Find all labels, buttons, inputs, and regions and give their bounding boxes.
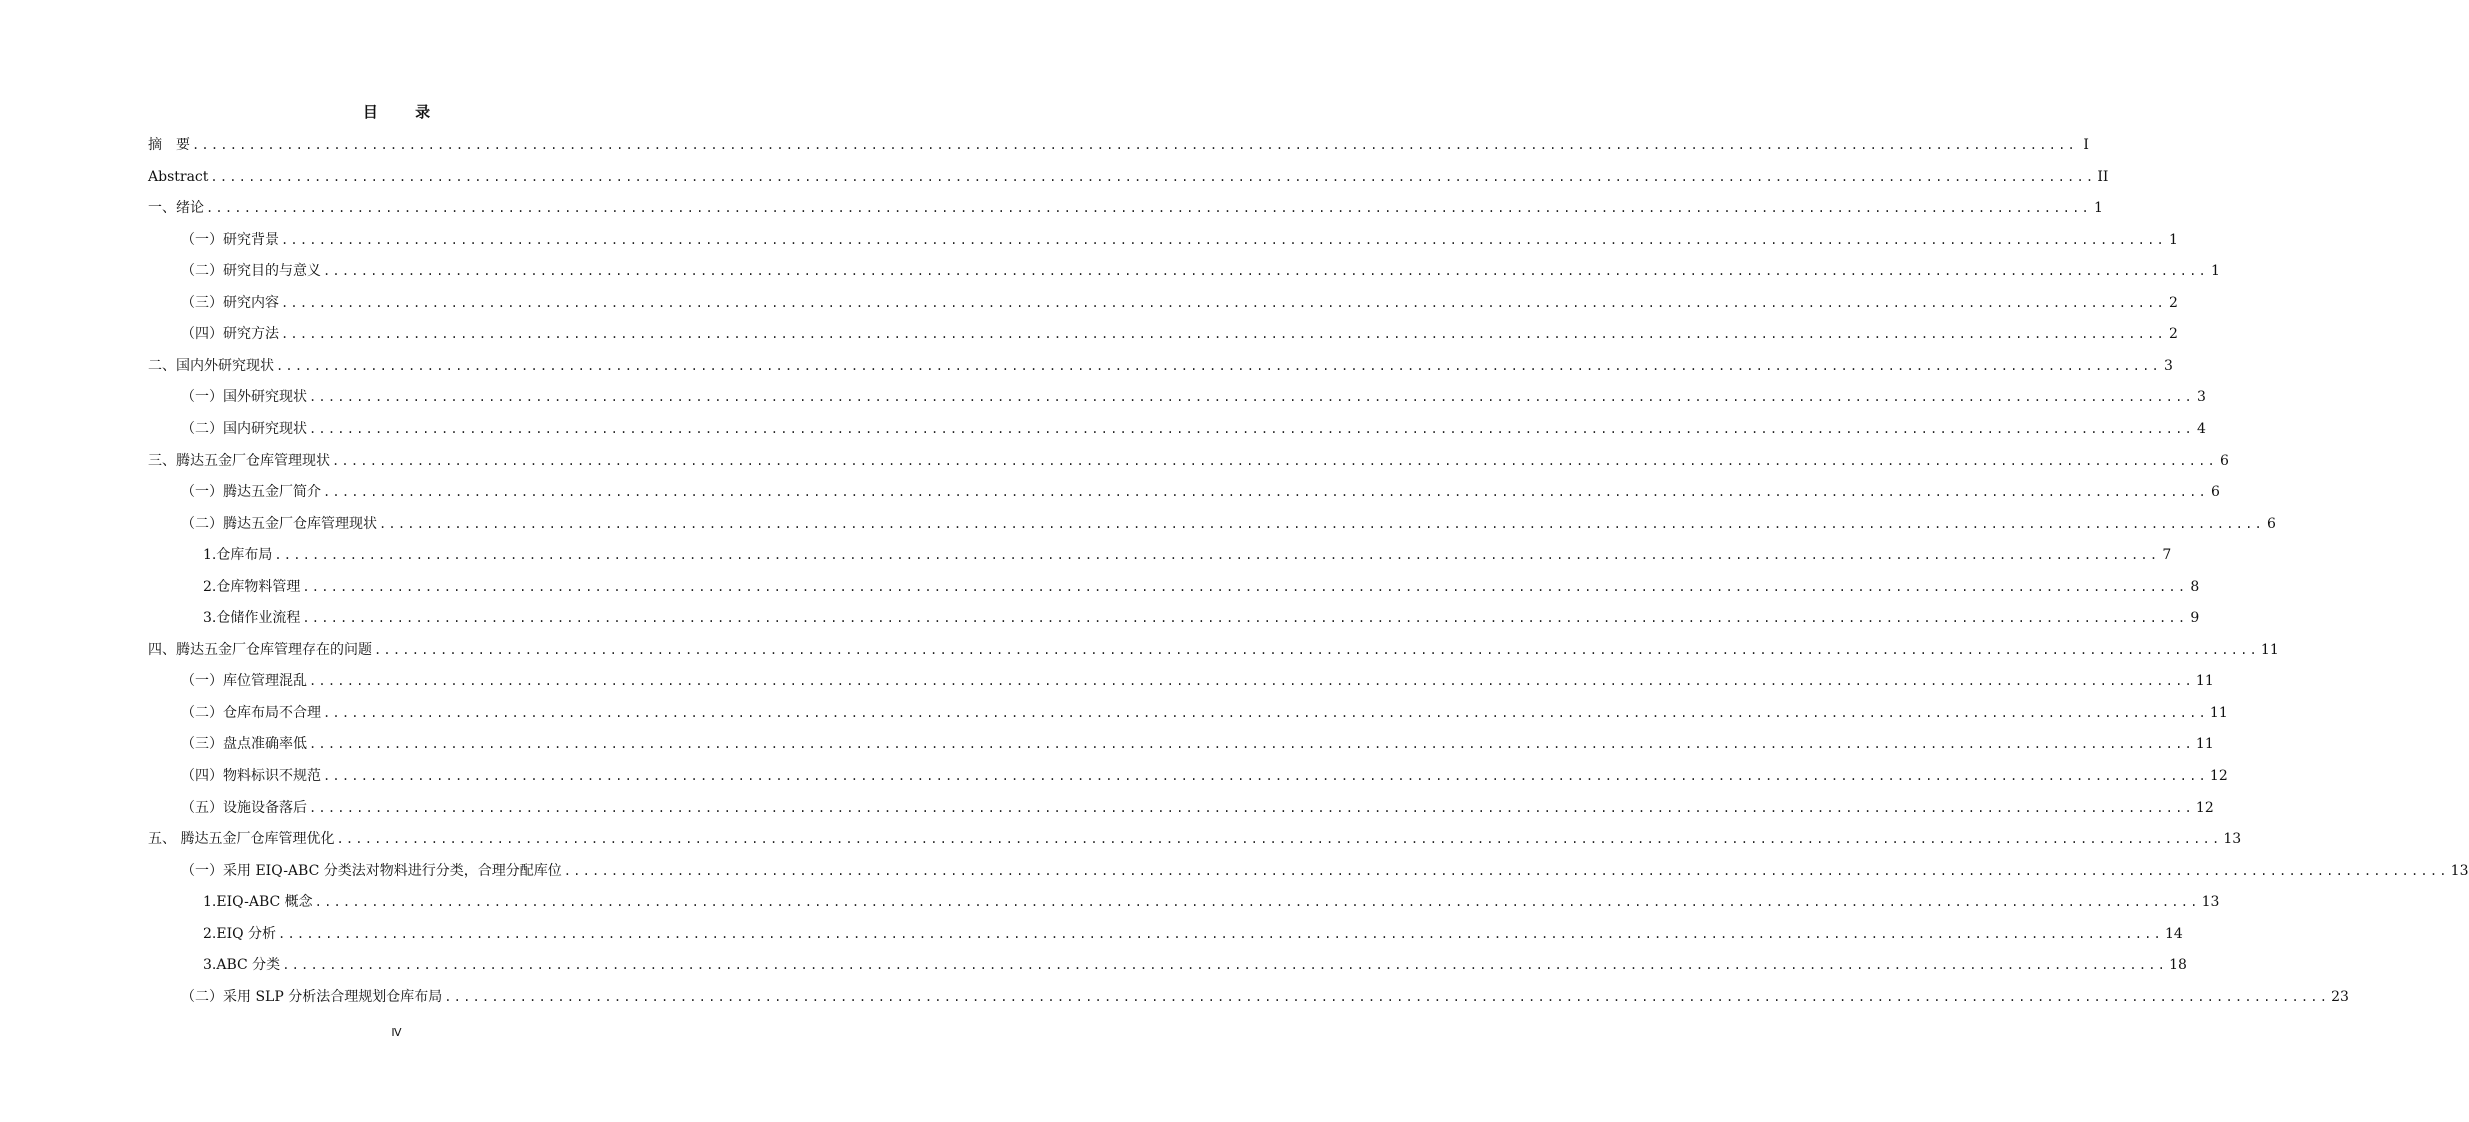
toc-entry-label: （一）腾达五金厂简介	[181, 484, 321, 501]
toc-entry-label: （二）采用 SLP 分析法合理规划仓库布局	[181, 988, 443, 1005]
toc-entry-page: 12	[2209, 768, 2228, 784]
toc-entry[interactable]	[181, 764, 2228, 788]
toc-entry-label: （三）研究内容	[181, 294, 279, 311]
toc-leader-dots: ........................................................................................................................................................................................................	[302, 579, 2188, 594]
toc-leader-dots: ........................................................................................................................................................................................................	[444, 989, 2330, 1004]
toc-entry-page: 2	[2169, 326, 2178, 343]
toc-entry-page: 18	[2169, 957, 2187, 974]
toc-entry-label: （一）采用 EIQ-ABC 分类法对物料进行分类，合理分配库位	[181, 862, 562, 879]
toc-entry-label: Abstract	[148, 168, 209, 185]
toc-entry[interactable]	[181, 669, 2214, 693]
toc-entry-label: （一）研究背景	[181, 231, 279, 248]
toc-entry[interactable]	[148, 165, 2109, 189]
toc-entry-label: 三、腾达五金厂仓库管理现状	[148, 452, 330, 469]
toc-entry[interactable]	[181, 985, 2349, 1009]
toc-entry-label: （二）仓库布局不合理	[181, 704, 321, 721]
toc-entry[interactable]	[181, 291, 2178, 315]
toc-entry-label: 1.EIQ-ABC 概念	[203, 894, 313, 911]
toc-entry[interactable]	[203, 575, 2200, 599]
toc-entry-label: （二）研究目的与意义	[181, 263, 321, 280]
toc-entry-label: （二）国内研究现状	[181, 420, 307, 437]
toc-entry-label: 四、腾达五金厂仓库管理存在的问题	[148, 641, 372, 658]
toc-leader-dots: ........................................................................................................................................................................................................	[309, 421, 2194, 436]
toc-leader-dots: ........................................................................................................................................................................................................	[563, 863, 2449, 878]
toc-leader-dots: ........................................................................................................................................................................................................	[323, 264, 2208, 279]
toc-leader-dots: ........................................................................................................................................................................................................	[192, 138, 2077, 152]
toc-entry[interactable]	[203, 606, 2200, 630]
toc-leader-dots: ........................................................................................................................................................................................................	[282, 958, 2168, 973]
toc-entry[interactable]	[181, 796, 2214, 820]
toc-entry[interactable]	[148, 133, 2089, 157]
toc-entry[interactable]	[181, 417, 2206, 441]
toc-entry[interactable]	[203, 890, 2220, 914]
toc-leader-dots: ........................................................................................................................................................................................................	[309, 737, 2194, 752]
toc-entry-page: 11	[2260, 641, 2279, 658]
toc-entry-page: 8	[2190, 578, 2200, 595]
toc-entry[interactable]	[148, 196, 2103, 220]
toc-leader-dots: ........................................................................................................................................................................................................	[309, 390, 2194, 405]
toc-entry-label: 一、绪论	[148, 200, 204, 217]
toc-entry[interactable]	[181, 480, 2220, 504]
toc-entry-label: （二）腾达五金厂仓库管理现状	[181, 515, 377, 532]
toc-leader-dots: ........................................................................................................................................................................................................	[276, 358, 2161, 373]
toc-entry-page: II	[2097, 168, 2109, 185]
toc-entry-label: （三）盘点准确率低	[181, 736, 307, 753]
toc-entry[interactable]	[203, 953, 2187, 977]
toc-entry-label: 2.EIQ 分析	[203, 925, 277, 942]
toc-entry-label: 摘 要	[148, 137, 190, 153]
toc-entry-page: 2	[2169, 294, 2178, 311]
toc-entry-page: 6	[2211, 484, 2220, 501]
toc-entry[interactable]	[203, 543, 2172, 567]
page-number: Ⅳ	[391, 1026, 402, 1039]
toc-entry-page: 1	[2169, 231, 2178, 248]
toc-entry-page: 6	[2220, 452, 2229, 469]
toc-entry-label: 五、 腾达五金厂仓库管理优化	[148, 831, 335, 848]
toc-leader-dots: ........................................................................................................................................................................................................	[374, 642, 2259, 657]
toc-entry-page: 4	[2197, 420, 2206, 437]
toc-entry-page: 1	[2211, 263, 2220, 280]
toc-entry-page: 9	[2190, 610, 2200, 627]
toc-entry[interactable]	[181, 732, 2214, 756]
toc-entry-label: （一）库位管理混乱	[181, 673, 307, 690]
toc-entry-page: 6	[2267, 515, 2276, 532]
toc-entry-page: 11	[2195, 673, 2214, 690]
toc-entry-page: 3	[2164, 357, 2173, 374]
toc-entry[interactable]	[181, 385, 2206, 409]
toc-entry-page: 13	[2450, 862, 2469, 879]
toc-leader-dots: ........................................................................................................................................................................................................	[309, 674, 2194, 689]
toc-title: 目 录	[362, 103, 447, 121]
toc-leader-dots: ........................................................................................................................................................................................................	[274, 548, 2160, 563]
toc-leader-dots: ........................................................................................................................................................................................................	[379, 516, 2264, 531]
toc-entry[interactable]	[148, 449, 2229, 473]
toc-entry[interactable]	[203, 922, 2183, 946]
toc-leader-dots: ........................................................................................................................................................................................................	[281, 295, 2166, 310]
toc-leader-dots: ........................................................................................................................................................................................................	[206, 201, 2091, 216]
toc-entry-page: I	[2083, 137, 2089, 153]
toc-entry-page: 23	[2331, 988, 2349, 1005]
toc-entry[interactable]	[181, 859, 2469, 883]
toc-entry-label: 二、国内外研究现状	[148, 357, 274, 374]
toc-entry-page: 11	[2209, 704, 2228, 721]
toc-entry-page: 14	[2164, 925, 2183, 942]
toc-entry-page: 1	[2094, 200, 2103, 217]
toc-entry-label: 2.仓库物料管理	[203, 578, 301, 595]
toc-entry-label: （五）设施设备落后	[181, 799, 307, 816]
toc-entry-page: 11	[2195, 736, 2214, 753]
toc-entry-page: 7	[2162, 547, 2172, 564]
toc-leader-dots: ........................................................................................................................................................................................................	[309, 800, 2194, 815]
toc-entry[interactable]	[148, 827, 2242, 851]
toc-leader-dots: ........................................................................................................................................................................................................	[210, 169, 2096, 184]
toc-entry[interactable]	[181, 322, 2178, 346]
toc-entry-page: 3	[2197, 389, 2206, 406]
toc-leader-dots: ........................................................................................................................................................................................................	[336, 832, 2222, 847]
toc-leader-dots: ........................................................................................................................................................................................................	[302, 611, 2188, 626]
toc-entry[interactable]	[148, 354, 2173, 378]
toc-entry[interactable]	[181, 228, 2178, 252]
toc-entry-label: 1.仓库布局	[203, 547, 273, 564]
toc-entry[interactable]	[181, 259, 2220, 283]
toc-leader-dots: ........................................................................................................................................................................................................	[281, 327, 2166, 342]
toc-entry-page: 13	[2223, 831, 2242, 848]
toc-entry[interactable]	[181, 512, 2276, 536]
toc-entry-label: 3.ABC 分类	[203, 957, 281, 974]
toc-leader-dots: ........................................................................................................................................................................................................	[281, 232, 2166, 247]
toc-entry[interactable]	[181, 701, 2228, 725]
toc-entry-label: （四）物料标识不规范	[181, 768, 321, 784]
toc-leader-dots: ........................................................................................................................................................................................................	[278, 926, 2163, 941]
toc-leader-dots: ........................................................................................................................................................................................................	[323, 705, 2208, 720]
toc-entry-label: （四）研究方法	[181, 326, 279, 343]
toc-leader-dots: ........................................................................................................................................................................................................	[332, 453, 2217, 468]
toc-leader-dots: ........................................................................................................................................................................................................	[323, 485, 2208, 500]
toc-entry-label: （一）国外研究现状	[181, 389, 307, 406]
toc-leader-dots: ........................................................................................................................................................................................................	[323, 769, 2208, 783]
toc-entry-page: 13	[2201, 894, 2220, 911]
toc-leader-dots: ........................................................................................................................................................................................................	[314, 895, 2200, 910]
toc-entry-page: 12	[2195, 799, 2214, 816]
toc-entry-label: 3.仓储作业流程	[203, 610, 301, 627]
toc-entry[interactable]	[148, 638, 2279, 662]
